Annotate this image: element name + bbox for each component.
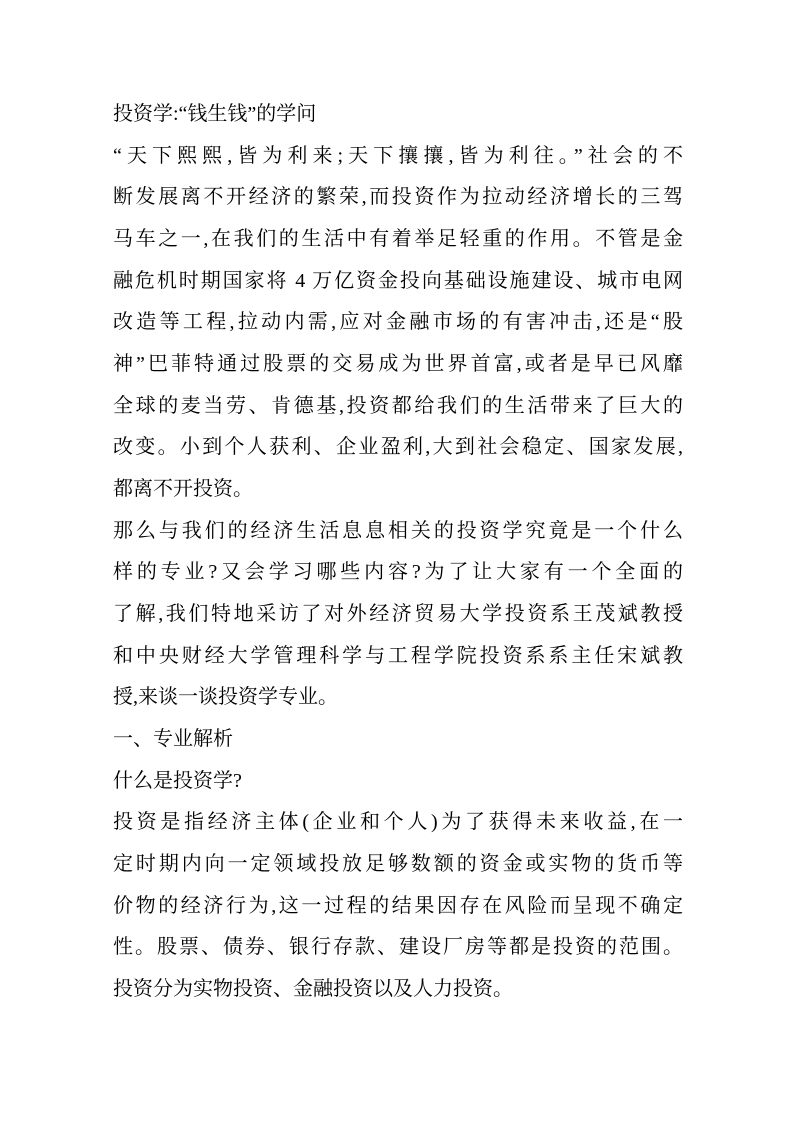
text-line: 全球的麦当劳、肯德基,投资都给我们的生活带来了巨大的: [113, 394, 683, 417]
text-line: 改造等工程,拉动内需,应对金融市场的有害冲击,还是“股: [113, 311, 683, 334]
text-line: 性。股票、债券、银行存款、建设厂房等都是投资的范围。: [113, 936, 683, 959]
text-line: 一、专业解析: [113, 728, 233, 751]
text-line: 了解,我们特地采访了对外经济贸易大学投资系王茂斌教授: [113, 603, 683, 626]
document-body: [113, 94, 683, 1011]
text-line: 和中央财经大学管理科学与工程学院投资系系主任宋斌教: [113, 644, 683, 667]
text-line: 授,来谈一谈投资学专业。: [113, 686, 338, 709]
text-line: 样的专业?又会学习哪些内容?为了让大家有一个全面的: [113, 561, 683, 584]
text-line: 都离不开投资。: [113, 478, 253, 501]
text-line: 价物的经济行为,这一过程的结果因存在风险而呈现不确定: [113, 894, 683, 917]
text-line: 断发展离不开经济的繁荣,而投资作为拉动经济增长的三驾: [113, 186, 683, 209]
text-line: “天下熙熙,皆为利来;天下攘攘,皆为利往。”社会的不: [113, 144, 683, 167]
text-line: 改变。小到个人获利、企业盈利,大到社会稳定、国家发展,: [113, 436, 683, 459]
text-line: 定时期内向一定领域投放足够数额的资金或实物的货币等: [113, 853, 683, 876]
text-line: 融危机时期国家将 4 万亿资金投向基础设施建设、城市电网: [113, 269, 683, 292]
text-line: 神”巴菲特通过股票的交易成为世界首富,或者是早已风靡: [113, 353, 683, 376]
text-line: 投资是指经济主体(企业和个人)为了获得未来收益,在一: [113, 811, 683, 834]
text-line: 什么是投资学?: [113, 769, 242, 792]
text-line: 那么与我们的经济生活息息相关的投资学究竟是一个什么: [113, 519, 683, 542]
text-line: 投资分为实物投资、金融投资以及人力投资。: [113, 978, 513, 1001]
text-line: 马车之一,在我们的生活中有着举足轻重的作用。不管是金: [113, 228, 683, 251]
text-line: 投资学:“钱生钱”的学问: [113, 103, 317, 125]
